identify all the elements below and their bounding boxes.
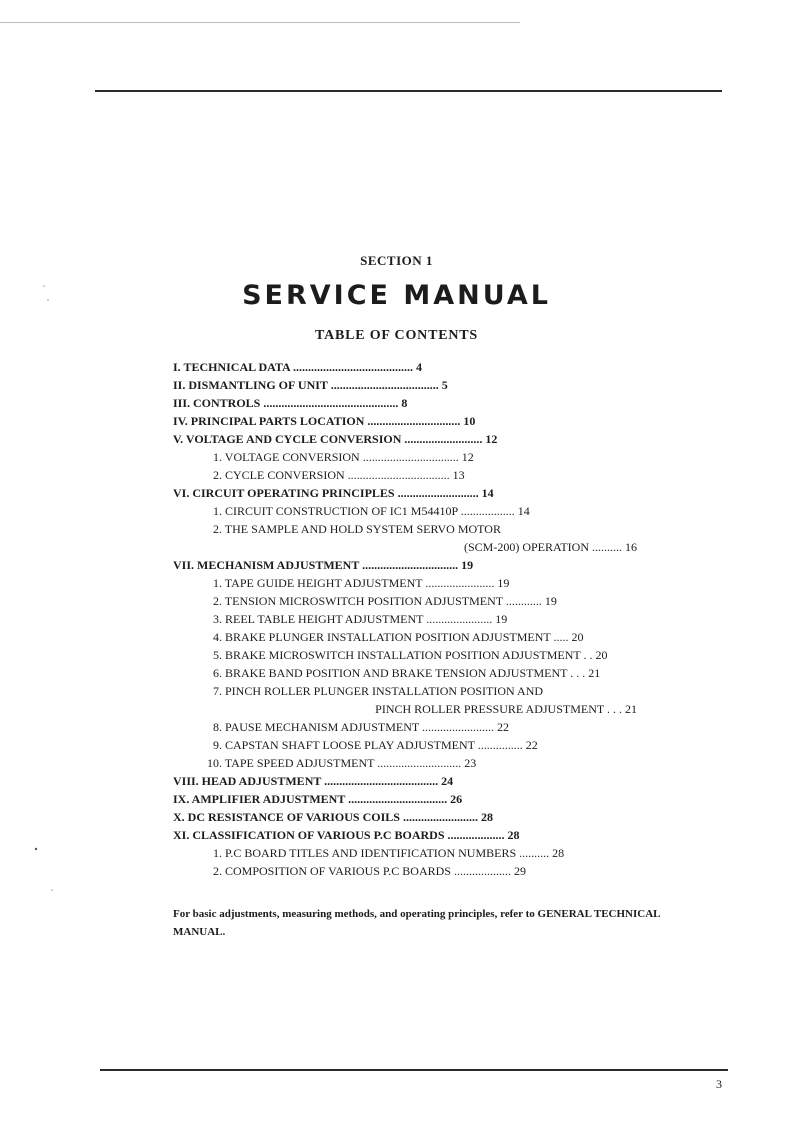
toc-subentry-continued: (SCM-200) OPERATION .......... 16 [463, 540, 637, 554]
speck [51, 889, 53, 891]
toc-entry: VIII. HEAD ADJUSTMENT ...................................... 24 [173, 774, 454, 788]
toc-subentry: 10. TAPE SPEED ADJUSTMENT ............................ 23 [207, 756, 477, 770]
toc-entry: VII. MECHANISM ADJUSTMENT ................................ 19 [173, 558, 474, 572]
speck [35, 848, 37, 850]
toc-entry: III. CONTROLS ............................................. 8 [173, 396, 408, 410]
toc-entry: IV. PRINCIPAL PARTS LOCATION ............................... 10 [173, 414, 476, 428]
top-faint-rule [0, 22, 520, 23]
toc-subentry: 2. CYCLE CONVERSION .................................. 13 [213, 468, 465, 482]
toc-entry: VI. CIRCUIT OPERATING PRINCIPLES ........................... 14 [173, 486, 494, 500]
toc-heading: TABLE OF CONTENTS [315, 328, 478, 343]
page-number: 3 [716, 1077, 722, 1091]
table-of-contents [173, 358, 653, 880]
toc-subentry: 3. REEL TABLE HEIGHT ADJUSTMENT ...................... 19 [213, 612, 508, 626]
toc-entry: X. DC RESISTANCE OF VARIOUS COILS ......................... 28 [173, 810, 493, 824]
bottom-rule [100, 1069, 728, 1071]
toc-subentry: 7. PINCH ROLLER PLUNGER INSTALLATION POSITION AND [213, 684, 544, 698]
toc-entry: XI. CLASSIFICATION OF VARIOUS P.C BOARDS ................... 28 [173, 828, 520, 842]
reference-note: For basic adjustments, measuring methods, and operating principles, refer to GENERAL TECHNICAL MANUAL. [173, 908, 660, 938]
toc-subentry-continued: PINCH ROLLER PRESSURE ADJUSTMENT . . . 21 [375, 702, 637, 716]
toc-subentry: 5. BRAKE MICROSWITCH INSTALLATION POSITION ADJUSTMENT . . 20 [213, 648, 608, 662]
toc-subentry: 2. COMPOSITION OF VARIOUS P.C BOARDS ................... 29 [213, 864, 526, 878]
toc-subentry: 2. THE SAMPLE AND HOLD SYSTEM SERVO MOTOR [213, 522, 501, 536]
toc-subentry: 4. BRAKE PLUNGER INSTALLATION POSITION ADJUSTMENT ..... 20 [213, 630, 584, 644]
toc-subentry: 6. BRAKE BAND POSITION AND BRAKE TENSION ADJUSTMENT . . . 21 [213, 666, 601, 680]
toc-subentry: 1. CIRCUIT CONSTRUCTION OF IC1 M54410P .................. 14 [213, 504, 530, 518]
page-title: SERVICE MANUAL [242, 280, 551, 311]
toc-subentry: 1. P.C BOARD TITLES AND IDENTIFICATION NUMBERS .......... 28 [213, 846, 565, 860]
toc-entry: IX. AMPLIFIER ADJUSTMENT ................................. 26 [173, 792, 463, 806]
toc-entry: V. VOLTAGE AND CYCLE CONVERSION .......................... 12 [173, 432, 498, 446]
toc-entry: II. DISMANTLING OF UNIT .................................... 5 [173, 378, 448, 392]
toc-subentry: 1. TAPE GUIDE HEIGHT ADJUSTMENT ....................... 19 [213, 576, 510, 590]
toc-subentry: 1. VOLTAGE CONVERSION ................................ 12 [213, 450, 474, 464]
top-rule [95, 90, 722, 92]
toc-subentry: 8. PAUSE MECHANISM ADJUSTMENT ........................ 22 [213, 720, 510, 734]
toc-subentry: 2. TENSION MICROSWITCH POSITION ADJUSTMENT ............ 19 [213, 594, 557, 608]
section-label: SECTION 1 [360, 253, 433, 268]
toc-subentry: 9. CAPSTAN SHAFT LOOSE PLAY ADJUSTMENT ............... 22 [213, 738, 538, 752]
toc-entry: I. TECHNICAL DATA ........................................ 4 [173, 360, 423, 374]
